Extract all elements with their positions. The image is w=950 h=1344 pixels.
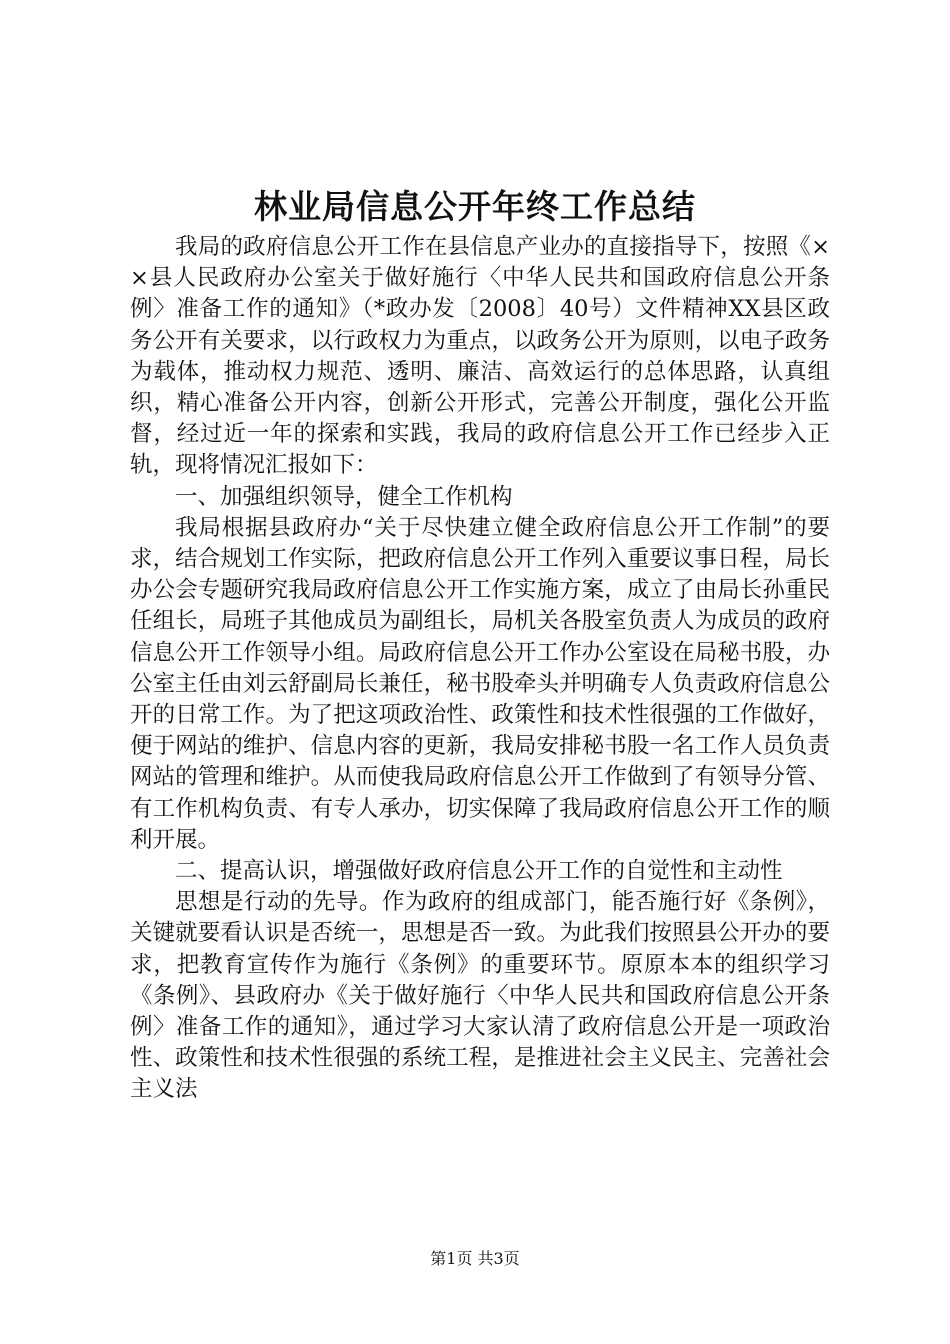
page-footer: 第1页 共3页 <box>430 1249 520 1268</box>
document-title: 林业局信息公开年终工作总结 <box>254 187 696 226</box>
document-body <box>130 232 830 1106</box>
paragraph-intro: 我局的政府信息公开工作在县信息产业办的直接指导下，按照《××县人民政府办公室关于做好施行〈中华人民共和国政府信息公开条例〉准备工作的通知》（*政办发〔2008〕40号）文件精神XX县区政务公开有关要求，以行政权力为重点，以政务公开为原则，以电子政务为载体，推动权力规范、透明、廉洁、高效运行的总体思路，认真组织，精心准备公开内容，创新公开形式，完善公开制度，强化公开监督，经过近一年的探索和实践，我局的政府信息公开工作已经步入正轨，现将情况汇报如下： <box>130 234 830 479</box>
paragraph-section-1: 我局根据县政府办“关于尽快建立健全政府信息公开工作制”的要求，结合规划工作实际，把政府信息公开工作列入重要议事日程，局长办公会专题研究我局政府信息公开工作实施方案，成立了由局长孙重民任组长，局班子其他成员为副组长，局机关各股室负责人为成员的政府信息公开工作领导小组。局政府信息公开工作办公室设在局秘书股，办公室主任由刘云舒副局长兼任，秘书股牵头并明确专人负责政府信息公开的日常工作。为了把这项政治性、政策性和技术性很强的工作做好，便于网站的维护、信息内容的更新，我局安排秘书股一名工作人员负责网站的管理和维护。从而使我局政府信息公开工作做到了有领导分管、有工作机构负责、有专人承办，切实保障了我局政府信息公开工作的顺利开展。 <box>130 514 830 853</box>
paragraph-section-2: 思想是行动的先导。作为政府的组成部门，能否施行好《条例》，关键就要看认识是否统一，思想是否一致。为此我们按照县公开办的要求，把教育宣传作为施行《条例》的重要环节。原原本本的组织学习《条例》、县政府办《关于做好施行〈中华人民共和国政府信息公开条例〉准备工作的通知》，通过学习大家认清了政府信息公开是一项政治性、政策性和技术性很强的系统工程，是推进社会主义民主、完善社会主义法 <box>130 889 830 1103</box>
section-heading-2: 二、提高认识，增强做好政府信息公开工作的自觉性和主动性 <box>175 858 783 885</box>
section-heading-1: 一、加强组织领导，健全工作机构 <box>175 483 513 510</box>
